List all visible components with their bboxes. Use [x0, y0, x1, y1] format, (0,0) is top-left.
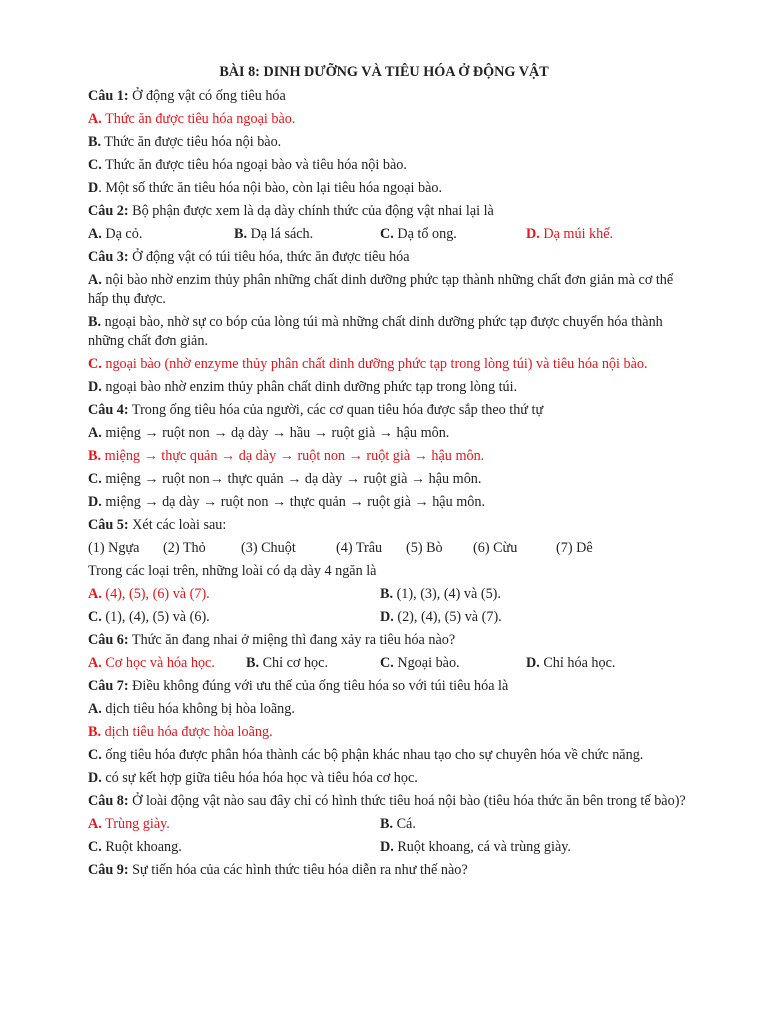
- q3-option-b: [88, 313, 688, 351]
- q3-option-c: [88, 355, 688, 374]
- q2-option-d: [526, 225, 613, 244]
- q6-option-b: [246, 654, 380, 673]
- q8-option-d: [380, 838, 571, 857]
- option-text: Cơ học và hóa học.: [101, 655, 215, 671]
- q5-option-a: [88, 585, 380, 604]
- option-key: B.: [88, 134, 102, 150]
- option-key: A.: [88, 226, 102, 242]
- q5-option-d: [380, 608, 502, 627]
- option-key: D.: [88, 770, 102, 786]
- question-number: Câu 1:: [88, 88, 129, 104]
- option-text: nội bào nhờ enzim thủy phân những chất dinh dưỡng phức tạp thành những chất đơn giản mà cơ thể hấp thụ được.: [88, 272, 674, 307]
- q2-option-b: [234, 225, 380, 244]
- option-key: A.: [88, 816, 102, 832]
- option-key: B.: [234, 226, 248, 242]
- q6-option-c: [380, 654, 526, 673]
- q1-option-c: [88, 156, 688, 175]
- question-text: Sự tiến hóa của các hình thức tiêu hóa diễn ra như thế nào?: [128, 862, 468, 878]
- animal-item: (6) Cừu: [473, 540, 518, 556]
- option-text: (4), (5), (6) và (7).: [101, 586, 210, 602]
- q6-options-row: [88, 654, 688, 673]
- q4-option-a: [88, 424, 688, 443]
- option-key: A.: [88, 111, 102, 127]
- animal-item: (3) Chuột: [241, 540, 296, 556]
- option-text: có sự kết hợp giữa tiêu hóa hóa học và tiêu hóa cơ học.: [101, 770, 418, 786]
- q8-options-row-2: [88, 838, 688, 857]
- question-text: Trong ống tiêu hóa của người, các cơ quan tiêu hóa được sắp theo thứ tự: [128, 402, 544, 418]
- page-title: BÀI 8: DINH DƯỠNG VÀ TIÊU HÓA Ở ĐỘNG VẬT: [219, 64, 549, 80]
- question-list: [88, 87, 688, 884]
- question-text: Ở động vật có túi tiêu hóa, thức ăn được tiêu hóa: [128, 249, 410, 265]
- option-key: B.: [88, 724, 102, 740]
- option-key: D.: [380, 839, 394, 855]
- option-key: C.: [88, 157, 102, 173]
- q2-options-row: [88, 225, 688, 244]
- q5-options-row-1: [88, 585, 688, 604]
- option-key: D.: [526, 655, 540, 671]
- q5-option-b: [380, 585, 501, 604]
- question-6-stem: [88, 631, 688, 650]
- q7-option-d: [88, 769, 688, 788]
- option-key: C.: [380, 655, 394, 671]
- option-text: dịch tiêu hóa được hòa loãng.: [101, 724, 273, 740]
- option-text: Thức ăn được tiêu hóa ngoại bào.: [101, 111, 296, 127]
- option-key: C.: [88, 839, 102, 855]
- q4-option-d: [88, 493, 688, 512]
- option-text: . Một số thức ăn tiêu hóa nội bào, còn lại tiêu hóa ngoại bào.: [98, 180, 443, 196]
- q5-option-c: [88, 608, 380, 627]
- question-4-stem: [88, 401, 688, 420]
- option-text: Dạ tổ ong.: [393, 226, 457, 242]
- question-number: Câu 9:: [88, 862, 129, 878]
- q7-option-a: [88, 700, 688, 719]
- animal-item: (5) Bò: [406, 540, 443, 556]
- option-key: A.: [88, 272, 102, 288]
- q8-option-c: [88, 838, 380, 857]
- option-key: C.: [88, 747, 102, 763]
- option-key: B.: [380, 816, 394, 832]
- option-text: (1), (4), (5) và (6).: [101, 609, 210, 625]
- q5-subquestion: Trong các loại trên, những loài có dạ dày 4 ngăn là: [88, 563, 377, 579]
- question-2-stem: [88, 202, 688, 221]
- option-text: miệng → thực quản → dạ dày → ruột non → ruột già → hậu môn.: [101, 448, 485, 464]
- option-key: D.: [380, 609, 394, 625]
- q1-option-a: [88, 110, 688, 129]
- q3-option-d: [88, 378, 688, 397]
- question-3-stem: [88, 248, 688, 267]
- animal-item: (2) Thỏ: [163, 540, 206, 556]
- q6-option-a: [88, 654, 246, 673]
- animal-item: (4) Trâu: [336, 540, 383, 556]
- option-text: Thức ăn được tiêu hóa nội bào.: [101, 134, 282, 150]
- option-text: ngoại bào (nhờ enzyme thủy phân chất dinh dưỡng phức tạp trong lòng túi) và tiêu hóa nội bào.: [101, 356, 648, 372]
- option-key: D: [88, 180, 99, 196]
- option-key: D.: [88, 379, 102, 395]
- question-number: Câu 2:: [88, 203, 129, 219]
- option-key: C.: [88, 356, 102, 372]
- q8-option-b: [380, 815, 416, 834]
- option-key: A.: [88, 701, 102, 717]
- option-text: Dạ lá sách.: [247, 226, 314, 242]
- question-number: Câu 8:: [88, 793, 129, 809]
- question-text: Ở động vật có ống tiêu hóa: [128, 88, 286, 104]
- q7-option-b: [88, 723, 688, 742]
- q1-option-b: [88, 133, 688, 152]
- q4-option-c: [88, 470, 688, 489]
- option-key: C.: [88, 609, 102, 625]
- question-number: Câu 5:: [88, 517, 129, 533]
- option-key: B.: [88, 314, 102, 330]
- option-text: Cá.: [393, 816, 416, 832]
- question-number: Câu 3:: [88, 249, 129, 265]
- question-text: Điều không đúng với ưu thế của ống tiêu hóa so với túi tiêu hóa là: [128, 678, 509, 694]
- animal-item: (7) Dê: [556, 540, 593, 556]
- q4-option-b: [88, 447, 688, 466]
- q8-option-a: [88, 815, 380, 834]
- q2-option-a: [88, 225, 234, 244]
- option-text: dịch tiêu hóa không bị hòa loãng.: [101, 701, 295, 717]
- option-text: ống tiêu hóa được phân hóa thành các bộ phận khác nhau tạo cho sự chuyên hóa về chức năng.: [101, 747, 644, 763]
- option-text: miệng → ruột non→ thực quản → dạ dày → ruột già → hậu môn.: [101, 471, 482, 487]
- option-text: miệng → dạ dày → ruột non → thực quản → ruột già → hậu môn.: [101, 494, 485, 510]
- q8-options-row-1: [88, 815, 688, 834]
- option-key: A.: [88, 425, 102, 441]
- question-number: Câu 7:: [88, 678, 129, 694]
- option-key: B.: [88, 448, 102, 464]
- option-text: Chỉ cơ học.: [259, 655, 328, 671]
- q6-option-d: [526, 654, 615, 673]
- option-text: Ngoại bào.: [393, 655, 460, 671]
- animal-item: (1) Ngựa: [88, 540, 140, 556]
- q1-option-d: [88, 179, 688, 198]
- q2-option-c: [380, 225, 526, 244]
- option-key: D.: [526, 226, 540, 242]
- q5-options-row-2: [88, 608, 688, 627]
- question-9-stem: [88, 861, 688, 880]
- option-key: A.: [88, 655, 102, 671]
- option-key: C.: [88, 471, 102, 487]
- option-text: Ruột khoang.: [101, 839, 182, 855]
- q5-animal-list: [88, 539, 688, 558]
- option-text: ngoại bào, nhờ sự co bóp của lòng túi mà những chất dinh dưỡng phức tạp được chuyển hóa thành những chất đơn giản.: [88, 314, 663, 349]
- option-text: Dạ cỏ.: [101, 226, 143, 242]
- option-text: Trùng giày.: [101, 816, 170, 832]
- q3-option-a: [88, 271, 688, 309]
- question-7-stem: [88, 677, 688, 696]
- option-text: Chỉ hóa học.: [539, 655, 616, 671]
- question-number: Câu 4:: [88, 402, 129, 418]
- option-text: Thức ăn được tiêu hóa ngoại bào và tiêu hóa nội bào.: [101, 157, 407, 173]
- question-text: Xét các loài sau:: [128, 517, 227, 533]
- option-text: Dạ múi khế.: [539, 226, 614, 242]
- question-text: Ở loài động vật nào sau đây chỉ có hình thức tiêu hoá nội bào (tiêu hóa thức ăn bên trong tế bào)?: [128, 793, 686, 809]
- option-text: Ruột khoang, cá và trùng giày.: [393, 839, 571, 855]
- question-1-stem: [88, 87, 688, 106]
- option-text: ngoại bào nhờ enzim thủy phân chất dinh dưỡng phức tạp trong lòng túi.: [101, 379, 518, 395]
- q7-option-c: [88, 746, 688, 765]
- option-key: B.: [380, 586, 394, 602]
- question-number: Câu 6:: [88, 632, 129, 648]
- question-8-stem: [88, 792, 688, 811]
- option-key: A.: [88, 586, 102, 602]
- option-key: C.: [380, 226, 394, 242]
- question-text: Thức ăn đang nhai ở miệng thì đang xảy ra tiêu hóa nào?: [128, 632, 456, 648]
- option-text: miệng → ruột non → dạ dày → hầu → ruột già → hậu môn.: [101, 425, 450, 441]
- option-text: (1), (3), (4) và (5).: [393, 586, 501, 602]
- option-key: B.: [246, 655, 260, 671]
- question-text: Bộ phận được xem là dạ dày chính thức của động vật nhai lại là: [128, 203, 494, 219]
- option-text: (2), (4), (5) và (7).: [393, 609, 502, 625]
- option-key: D.: [88, 494, 102, 510]
- question-5-stem: [88, 516, 688, 535]
